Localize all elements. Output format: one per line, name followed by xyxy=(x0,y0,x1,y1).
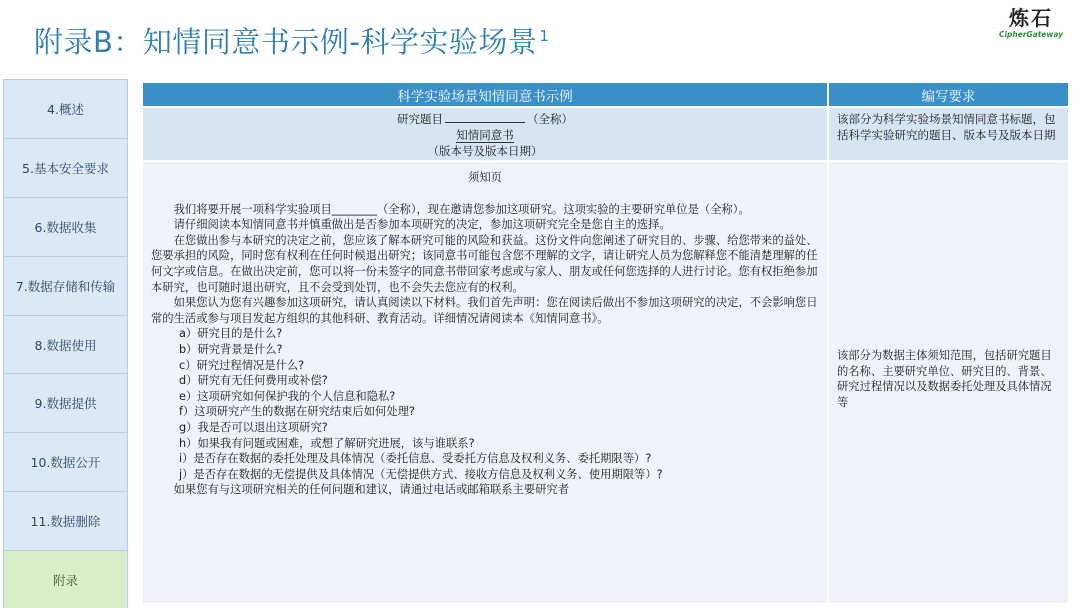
question-item: g）我是否可以退出这项研究? xyxy=(179,420,328,434)
question-item: f）这项研究产生的数据在研究结束后如何处理? xyxy=(179,405,415,419)
column-header-requirements: 编写要求 xyxy=(829,83,1068,106)
notice-page-cell xyxy=(143,162,827,603)
paragraph-intro: 我们将要开展一项科学实验项目________（全称），现在邀请您参加这项研究。这项实验的主要研究单位是（全称）。 xyxy=(173,202,750,216)
question-item: j）是否存在数据的无偿提供及具体情况（无偿提供方式、接收方信息及权利义务、使用期限等）? xyxy=(179,467,663,481)
form-name: 知情同意书 xyxy=(456,128,514,142)
question-item: e）这项研究如何保护我的个人信息和隐私? xyxy=(179,389,396,403)
notice-title: 须知页 xyxy=(468,171,502,184)
page-title: 附录B：知情同意书示例-科学实验场景 $^1$ xyxy=(34,25,550,59)
paragraph-contact: 如果您有与这项研究相关的任何问题和建议，请通过电话或邮箱联系主要研究者 xyxy=(173,483,569,497)
sidebar-item-overview[interactable]: 4.概述 xyxy=(3,79,128,138)
version-info: （版本号及版本日期） xyxy=(427,144,543,158)
sidebar-item-appendix[interactable]: 附录 xyxy=(3,550,128,608)
sidebar-item-data-collection[interactable]: 6.数据收集 xyxy=(3,197,128,256)
footnote-marker: 1 xyxy=(539,27,550,46)
question-item: d）研究有无任何费用或补偿? xyxy=(179,374,328,388)
question-item: h）如果我有问题或困难，或想了解研究进展，该与谁联系? xyxy=(179,436,475,450)
requirement-cell-title: 该部分为科学实验场景知情同意书标题，包括科学实验研究的题目、版本号及版本日期 xyxy=(829,108,1068,160)
question-item: c）研究过程情况是什么? xyxy=(179,358,305,372)
sidebar-item-data-provision[interactable]: 9.数据提供 xyxy=(3,373,128,432)
blank-line xyxy=(445,111,525,123)
form-title-cell: 研究题目 （全称） 知情同意书 （版本号及版本日期） xyxy=(143,108,827,160)
column-header-example: 科学实验场景知情同意书示例 xyxy=(143,83,827,106)
question-item: a）研究目的是什么? xyxy=(179,327,283,341)
paragraph-interest: 如果您认为您有兴趣参加这项研究，请认真阅读以下材料。我们首先声明：您在阅读后做出不参加这项研究的决定，不会影响您日常的生活或参与项目发起方组织的其他科研、教育活动。详细情况请阅读本《知情同意书》。 xyxy=(151,296,818,325)
sidebar-item-basic-security[interactable]: 5.基本安全要求 xyxy=(3,138,128,197)
question-item: i）是否存在数据的委托处理及具体情况（委托信息、受委托方信息及权利义务、委托期限等）? xyxy=(179,452,652,466)
sidebar-item-data-disclosure[interactable]: 10.数据公开 xyxy=(3,432,128,491)
company-logo: 炼石 CipherGateway xyxy=(998,6,1064,39)
sidebar-item-data-deletion[interactable]: 11.数据删除 xyxy=(3,491,128,550)
paragraph-risks: 在您做出参与本研究的决定之前，您应该了解本研究可能的风险和获益。这份文件向您阐述了研究目的、步骤、给您带来的益处、您要承担的风险，同时您有权利在任何时候退出研究；该同意书可能包含您不理解的文字，请让研究人员为您解释您不能清楚理解的任何文字或信息。在做出决定前，您可以将一份未签字的同意书带回家考虑或与家人、朋友或任何您选择的人进行讨论。您有权拒绝参加本研究，也可随时退出研究，且不会受到处罚，也不会失去您应有的权利。 xyxy=(151,233,818,294)
paragraph-read-carefully: 请仔细阅读本知情同意书并慎重做出是否参加本项研究的决定，参加这项研究完全是您自主的选择。 xyxy=(173,218,671,232)
requirement-cell-notice: 该部分为数据主体须知范围，包括研究题目的名称、主要研究单位、研究目的、背景、研究过程情况以及数据委托处理及具体情况等 xyxy=(829,162,1068,603)
question-item: b）研究背景是什么? xyxy=(179,342,283,356)
sidebar-item-storage-transfer[interactable]: 7.数据存储和传输 xyxy=(3,256,128,315)
sidebar-nav xyxy=(3,79,128,608)
consent-form-table xyxy=(143,83,1068,603)
sidebar-item-data-use[interactable]: 8.数据使用 xyxy=(3,315,128,374)
